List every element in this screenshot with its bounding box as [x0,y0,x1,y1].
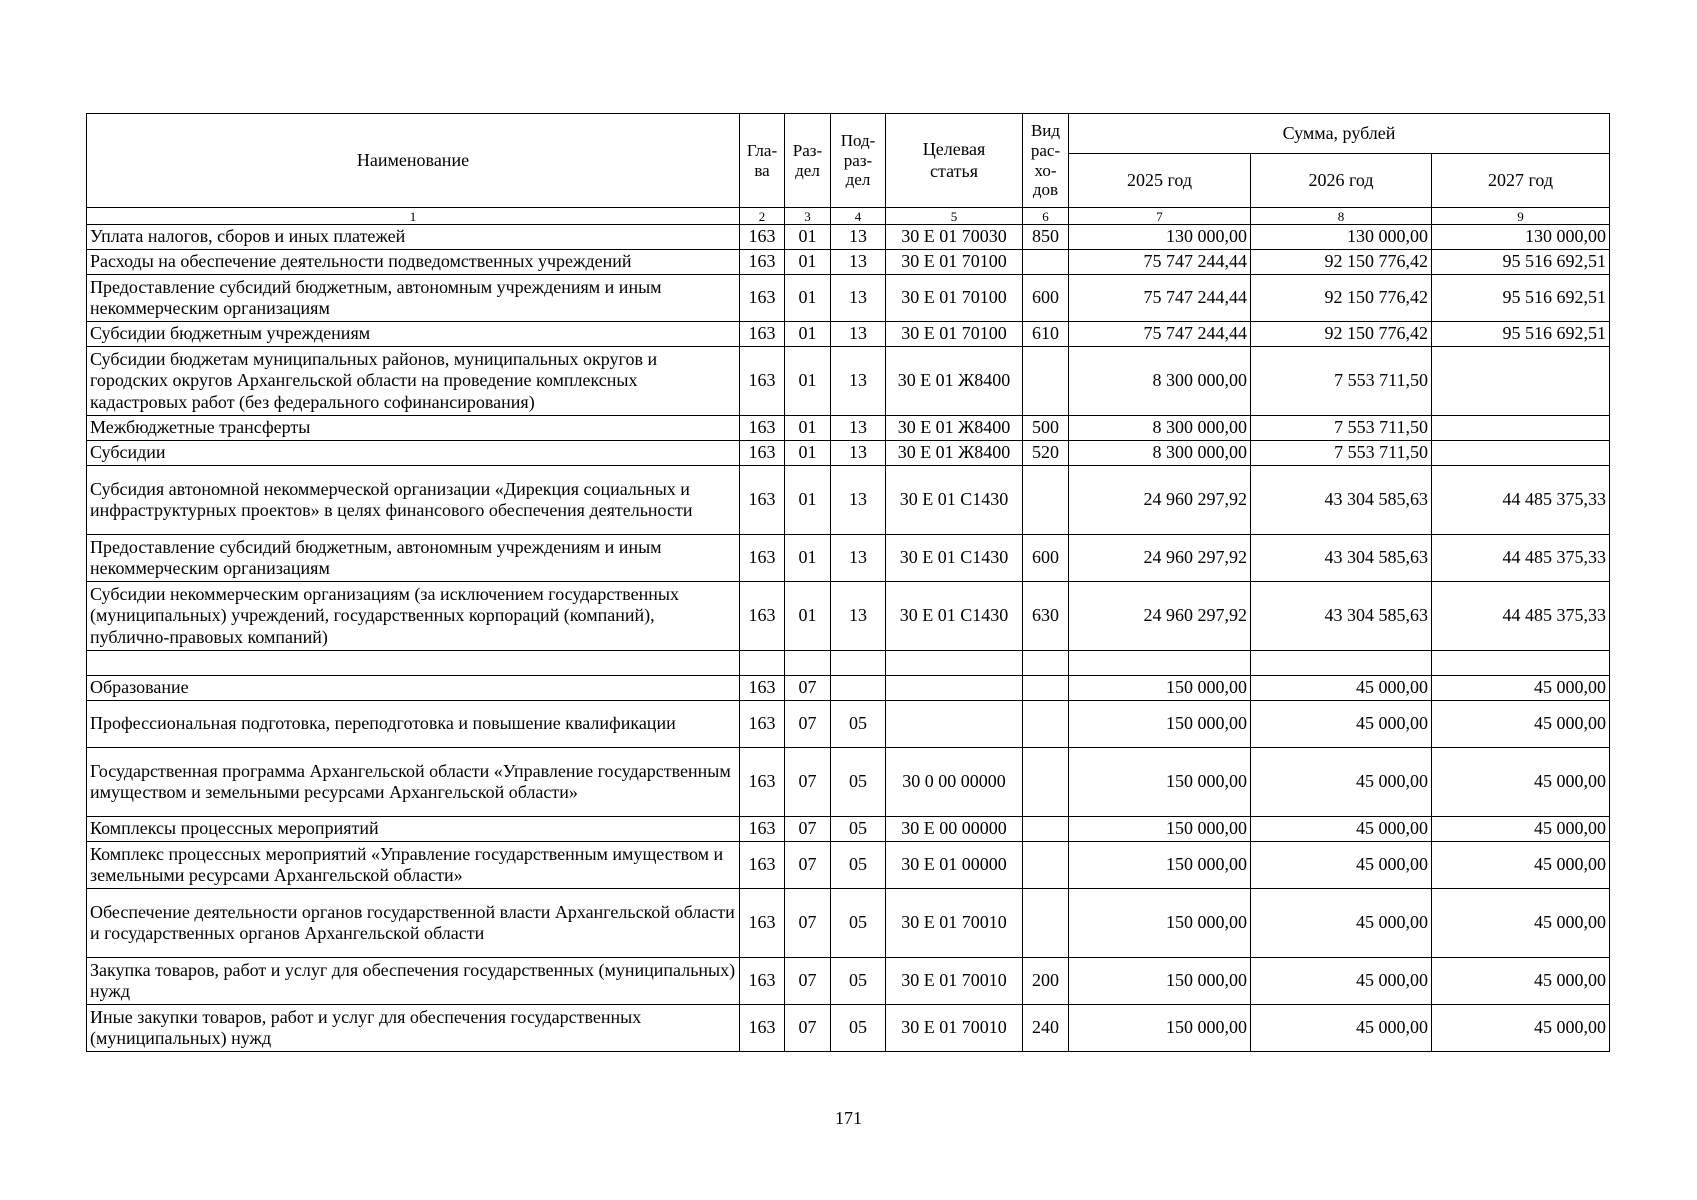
cell-amount-2027 [1432,651,1610,676]
cell-amount-2026: 45 000,00 [1251,1005,1432,1052]
cell-podrazdel: 05 [831,748,886,817]
cell-amount-2025: 150 000,00 [1069,958,1251,1005]
cell-razdel: 01 [785,275,831,322]
cell-glava: 163 [740,817,785,842]
cell-name [87,651,740,676]
cell-amount-2025: 150 000,00 [1069,748,1251,817]
cell-amount-2025: 150 000,00 [1069,817,1251,842]
cell-glava: 163 [740,416,785,441]
cell-amount-2026 [1251,651,1432,676]
cell-name: Расходы на обеспечение деятельности подведомственных учреждений [87,250,740,275]
cell-podrazdel: 13 [831,416,886,441]
column-number: 9 [1432,208,1610,225]
cell-razdel: 01 [785,535,831,582]
cell-glava: 163 [740,842,785,889]
cell-amount-2026: 45 000,00 [1251,889,1432,958]
cell-amount-2027: 45 000,00 [1432,1005,1610,1052]
cell-podrazdel: 13 [831,250,886,275]
header-podrazdel: Под- раз- дел [831,114,886,208]
header-name: Наименование [87,114,740,208]
cell-name: Субсидии [87,441,740,466]
cell-podrazdel: 05 [831,817,886,842]
cell-vid [1023,676,1069,701]
cell-target: 30 Е 01 70100 [886,322,1023,347]
cell-vid: 600 [1023,275,1069,322]
cell-name: Профессиональная подготовка, переподготовка и повышение квалификации [87,701,740,748]
cell-vid: 850 [1023,225,1069,250]
cell-razdel: 07 [785,958,831,1005]
header-year-2027: 2027 год [1432,154,1610,208]
cell-razdel: 01 [785,225,831,250]
cell-razdel: 01 [785,250,831,275]
cell-podrazdel: 13 [831,535,886,582]
table-row [87,748,1610,817]
cell-amount-2025: 8 300 000,00 [1069,441,1251,466]
cell-name: Субсидия автономной некоммерческой организации «Дирекция социальных и инфраструктурных проектов» в целях финансового обеспечения деятельности [87,466,740,535]
cell-amount-2025: 24 960 297,92 [1069,535,1251,582]
cell-glava [740,651,785,676]
cell-name: Предоставление субсидий бюджетным, автономным учреждениям и иным некоммерческим организациям [87,275,740,322]
cell-razdel: 07 [785,889,831,958]
cell-razdel: 07 [785,817,831,842]
cell-name: Иные закупки товаров, работ и услуг для обеспечения государственных (муниципальных) нужд [87,1005,740,1052]
cell-target: 30 Е 01 70100 [886,275,1023,322]
cell-amount-2025: 150 000,00 [1069,676,1251,701]
cell-glava: 163 [740,582,785,651]
cell-amount-2027: 45 000,00 [1432,889,1610,958]
cell-amount-2025: 75 747 244,44 [1069,275,1251,322]
cell-name: Обеспечение деятельности органов государственной власти Архангельской области и государственных органов Архангельской области [87,889,740,958]
cell-razdel: 01 [785,441,831,466]
cell-podrazdel: 13 [831,347,886,416]
cell-name: Закупка товаров, работ и услуг для обеспечения государственных (муниципальных) нужд [87,958,740,1005]
cell-target: 30 Е 01 70030 [886,225,1023,250]
cell-amount-2027: 95 516 692,51 [1432,250,1610,275]
table-row [87,322,1610,347]
cell-amount-2025: 8 300 000,00 [1069,347,1251,416]
cell-name: Межбюджетные трансферты [87,416,740,441]
table-row [87,1005,1610,1052]
cell-amount-2026: 45 000,00 [1251,701,1432,748]
cell-target: 30 Е 01 70100 [886,250,1023,275]
cell-amount-2026: 7 553 711,50 [1251,441,1432,466]
cell-amount-2026: 92 150 776,42 [1251,322,1432,347]
cell-amount-2025: 150 000,00 [1069,889,1251,958]
cell-glava: 163 [740,466,785,535]
cell-amount-2027: 45 000,00 [1432,676,1610,701]
cell-amount-2027: 45 000,00 [1432,958,1610,1005]
cell-amount-2026: 45 000,00 [1251,817,1432,842]
column-number: 3 [785,208,831,225]
column-number: 5 [886,208,1023,225]
cell-razdel: 07 [785,842,831,889]
cell-glava: 163 [740,322,785,347]
cell-vid [1023,466,1069,535]
cell-podrazdel: 05 [831,958,886,1005]
cell-name: Субсидии некоммерческим организациям (за исключением государственных (муниципальных) учреждений, государственных корпораций (компаний), публично-правовых компаний) [87,582,740,651]
cell-target [886,676,1023,701]
header-razdel: Раз- дел [785,114,831,208]
table-row [87,250,1610,275]
cell-amount-2027: 95 516 692,51 [1432,275,1610,322]
cell-target: 30 Е 01 С1430 [886,582,1023,651]
cell-amount-2027: 95 516 692,51 [1432,322,1610,347]
cell-vid: 520 [1023,441,1069,466]
cell-name: Уплата налогов, сборов и иных платежей [87,225,740,250]
cell-amount-2027: 45 000,00 [1432,701,1610,748]
table-row [87,676,1610,701]
cell-amount-2025 [1069,651,1251,676]
cell-glava: 163 [740,225,785,250]
table-row [87,225,1610,250]
table-row [87,889,1610,958]
column-number: 6 [1023,208,1069,225]
cell-name: Государственная программа Архангельской области «Управление государственным имуществом и земельными ресурсами Архангельской области» [87,748,740,817]
cell-amount-2026: 43 304 585,63 [1251,582,1432,651]
column-number-row [87,208,1610,225]
cell-name: Предоставление субсидий бюджетным, автономным учреждениям и иным некоммерческим организациям [87,535,740,582]
cell-target: 30 Е 00 00000 [886,817,1023,842]
cell-vid: 600 [1023,535,1069,582]
cell-vid [1023,889,1069,958]
cell-amount-2026: 43 304 585,63 [1251,466,1432,535]
cell-target [886,651,1023,676]
cell-vid [1023,817,1069,842]
cell-target: 30 Е 01 Ж8400 [886,347,1023,416]
cell-target: 30 Е 01 С1430 [886,466,1023,535]
cell-name: Комплексы процессных мероприятий [87,817,740,842]
cell-target: 30 Е 01 70010 [886,1005,1023,1052]
cell-target: 30 Е 01 Ж8400 [886,441,1023,466]
header-glava: Гла- ва [740,114,785,208]
cell-glava: 163 [740,958,785,1005]
cell-amount-2026: 45 000,00 [1251,842,1432,889]
cell-podrazdel: 05 [831,889,886,958]
cell-target: 30 Е 01 00000 [886,842,1023,889]
cell-podrazdel: 13 [831,582,886,651]
cell-vid: 240 [1023,1005,1069,1052]
column-number: 7 [1069,208,1251,225]
cell-name: Комплекс процессных мероприятий «Управление государственным имуществом и земельными ресурсами Архангельской области» [87,842,740,889]
table-row [87,416,1610,441]
header-vid: Вид рас- хо- дов [1023,114,1069,208]
header-year-2025: 2025 год [1069,154,1251,208]
cell-target: 30 Е 01 70010 [886,958,1023,1005]
cell-podrazdel: 05 [831,701,886,748]
cell-amount-2026: 7 553 711,50 [1251,347,1432,416]
cell-target: 30 Е 01 С1430 [886,535,1023,582]
cell-amount-2026: 130 000,00 [1251,225,1432,250]
table-row [87,701,1610,748]
table-row [87,441,1610,466]
cell-vid: 610 [1023,322,1069,347]
cell-glava: 163 [740,250,785,275]
cell-amount-2026: 45 000,00 [1251,748,1432,817]
header-target: Целевая статья [886,114,1023,208]
cell-amount-2027: 130 000,00 [1432,225,1610,250]
table-row [87,651,1610,676]
table-row [87,275,1610,322]
cell-podrazdel: 05 [831,842,886,889]
cell-amount-2025: 130 000,00 [1069,225,1251,250]
cell-amount-2027: 44 485 375,33 [1432,535,1610,582]
table-row [87,817,1610,842]
cell-razdel [785,651,831,676]
cell-target: 30 Е 01 Ж8400 [886,416,1023,441]
cell-vid [1023,842,1069,889]
cell-amount-2025: 8 300 000,00 [1069,416,1251,441]
cell-amount-2026: 45 000,00 [1251,958,1432,1005]
table-row [87,958,1610,1005]
cell-glava: 163 [740,701,785,748]
cell-glava: 163 [740,748,785,817]
column-number: 4 [831,208,886,225]
cell-podrazdel: 05 [831,1005,886,1052]
header-year-2026: 2026 год [1251,154,1432,208]
table-row [87,582,1610,651]
cell-razdel: 01 [785,582,831,651]
cell-target: 30 0 00 00000 [886,748,1023,817]
cell-amount-2025: 24 960 297,92 [1069,466,1251,535]
cell-razdel: 01 [785,347,831,416]
cell-podrazdel: 13 [831,275,886,322]
table-row [87,842,1610,889]
cell-amount-2025: 150 000,00 [1069,842,1251,889]
header-sum: Сумма, рублей [1069,114,1610,154]
cell-glava: 163 [740,535,785,582]
cell-glava: 163 [740,441,785,466]
cell-amount-2026: 92 150 776,42 [1251,250,1432,275]
cell-target [886,701,1023,748]
column-number: 1 [87,208,740,225]
cell-name: Субсидии бюджетам муниципальных районов, муниципальных округов и городских округов Архангельской области на проведение комплексных кадастровых работ (без федерального софинансирования) [87,347,740,416]
cell-amount-2025: 150 000,00 [1069,1005,1251,1052]
cell-amount-2027 [1432,347,1610,416]
cell-glava: 163 [740,1005,785,1052]
cell-razdel: 01 [785,416,831,441]
cell-razdel: 01 [785,466,831,535]
table-body [87,208,1610,1052]
cell-amount-2027 [1432,441,1610,466]
cell-razdel: 01 [785,322,831,347]
cell-amount-2027: 45 000,00 [1432,817,1610,842]
cell-razdel: 07 [785,1005,831,1052]
cell-vid: 630 [1023,582,1069,651]
cell-amount-2025: 150 000,00 [1069,701,1251,748]
cell-amount-2026: 43 304 585,63 [1251,535,1432,582]
cell-amount-2026: 92 150 776,42 [1251,275,1432,322]
cell-vid [1023,651,1069,676]
table-row [87,466,1610,535]
cell-amount-2027: 45 000,00 [1432,748,1610,817]
table-row [87,535,1610,582]
cell-amount-2027 [1432,416,1610,441]
cell-amount-2027: 45 000,00 [1432,842,1610,889]
cell-podrazdel: 13 [831,466,886,535]
cell-amount-2027: 44 485 375,33 [1432,466,1610,535]
cell-podrazdel: 13 [831,225,886,250]
cell-razdel: 07 [785,748,831,817]
cell-razdel: 07 [785,701,831,748]
page-number: 171 [835,1108,862,1128]
cell-target: 30 Е 01 70010 [886,889,1023,958]
cell-vid [1023,701,1069,748]
cell-podrazdel [831,651,886,676]
cell-vid [1023,347,1069,416]
cell-glava: 163 [740,676,785,701]
cell-amount-2026: 7 553 711,50 [1251,416,1432,441]
cell-amount-2026: 45 000,00 [1251,676,1432,701]
cell-amount-2025: 75 747 244,44 [1069,322,1251,347]
cell-vid [1023,250,1069,275]
cell-amount-2025: 24 960 297,92 [1069,582,1251,651]
cell-podrazdel: 13 [831,441,886,466]
budget-table [86,113,1610,1052]
cell-amount-2027: 44 485 375,33 [1432,582,1610,651]
cell-podrazdel: 13 [831,322,886,347]
cell-name: Субсидии бюджетным учреждениям [87,322,740,347]
cell-vid: 200 [1023,958,1069,1005]
cell-vid [1023,748,1069,817]
cell-vid: 500 [1023,416,1069,441]
column-number: 2 [740,208,785,225]
cell-razdel: 07 [785,676,831,701]
cell-glava: 163 [740,889,785,958]
cell-glava: 163 [740,275,785,322]
cell-podrazdel [831,676,886,701]
column-number: 8 [1251,208,1432,225]
cell-amount-2025: 75 747 244,44 [1069,250,1251,275]
cell-name: Образование [87,676,740,701]
cell-glava: 163 [740,347,785,416]
table-row [87,347,1610,416]
